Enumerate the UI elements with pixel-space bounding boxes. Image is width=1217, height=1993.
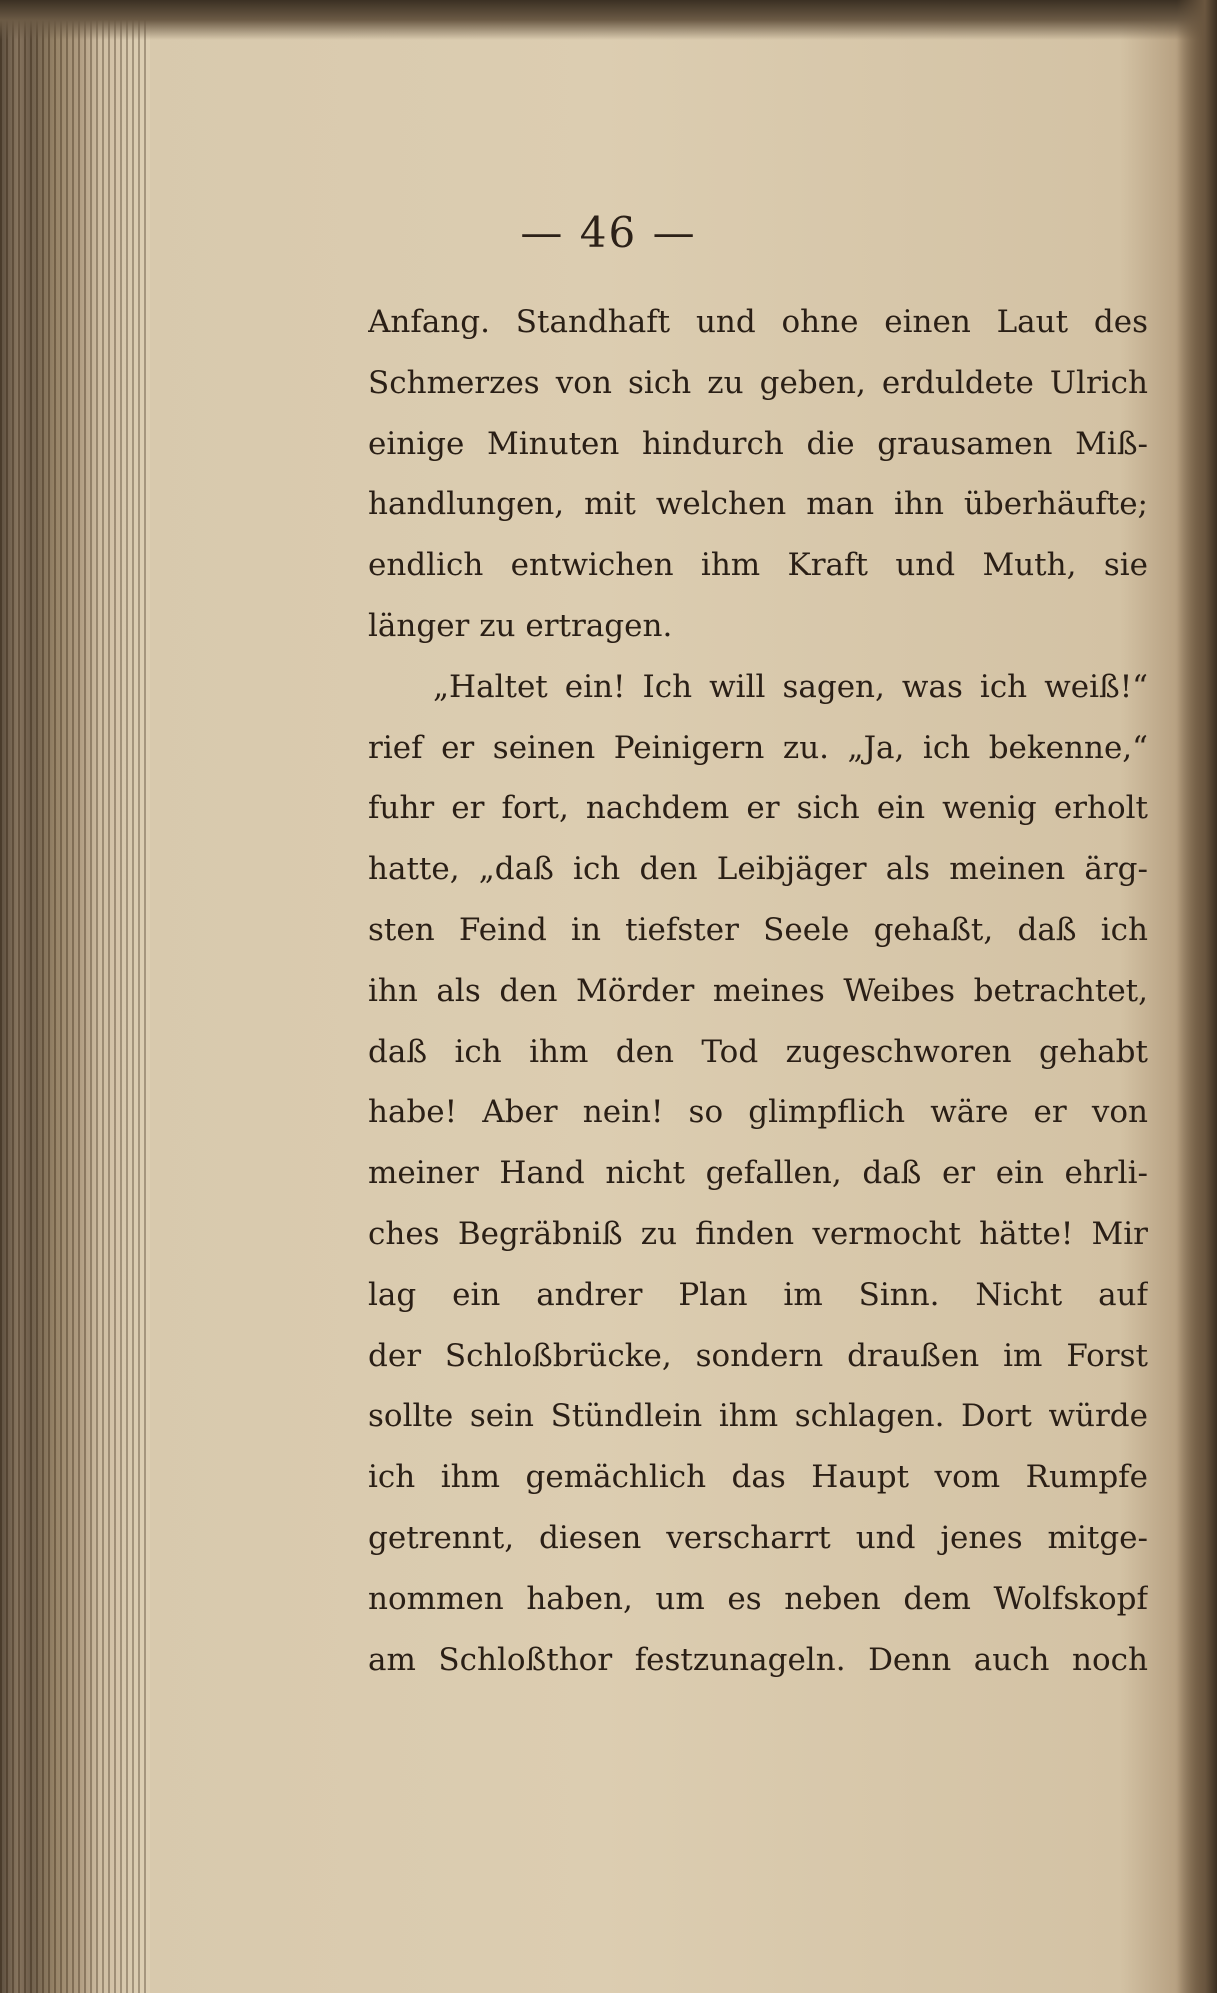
text-line: einige Minuten hindurch die grausamen Miß- bbox=[368, 425, 1148, 462]
text-line: lag ein andrer Plan im Sinn. Nicht auf bbox=[368, 1276, 1148, 1313]
text-line: endlich entwichen ihm Kraft und Muth, sie bbox=[368, 547, 1148, 584]
text-line: Schmerzes von sich zu geben, erduldete Ulrich bbox=[368, 364, 1148, 401]
text-line: ches Begräbniß zu finden vermocht hätte! Mir bbox=[368, 1215, 1148, 1252]
text-line: handlungen, mit welchen man ihn überhäufte; bbox=[368, 486, 1148, 523]
body-text bbox=[368, 292, 1148, 1690]
page-gutter-shadow bbox=[1177, 0, 1217, 1993]
page-top-shadow bbox=[0, 0, 1217, 40]
text-line: länger zu ertragen. bbox=[368, 607, 673, 644]
text-line: fuhr er fort, nachdem er sich ein wenig erholt bbox=[368, 790, 1148, 827]
text-line: ich ihm gemächlich das Haupt vom Rumpfe bbox=[368, 1459, 1148, 1496]
text-line: meiner Hand nicht gefallen, daß er ein ehrli- bbox=[368, 1155, 1148, 1192]
text-line: sten Feind in tiefster Seele gehaßt, daß ich bbox=[368, 911, 1148, 948]
text-line: habe! Aber nein! so glimpflich wäre er von bbox=[368, 1094, 1148, 1131]
text-line: daß ich ihm den Tod zugeschworen gehabt bbox=[368, 1033, 1148, 1070]
page-number: — 46 — bbox=[520, 208, 697, 257]
page-edges bbox=[0, 0, 150, 1993]
text-line: rief er seinen Peinigern zu. „Ja, ich bekenne,“ bbox=[368, 729, 1148, 766]
text-line: am Schloßthor festzunageln. Denn auch noch bbox=[368, 1641, 1148, 1678]
text-line: „Haltet ein! Ich will sagen, was ich weiß!“ bbox=[433, 668, 1148, 705]
text-line: der Schloßbrücke, sondern draußen im Forst bbox=[368, 1337, 1148, 1374]
text-line: nommen haben, um es neben dem Wolfskopf bbox=[368, 1580, 1148, 1617]
text-line: ihn als den Mörder meines Weibes betrachtet, bbox=[368, 972, 1148, 1009]
text-line: Anfang. Standhaft und ohne einen Laut des bbox=[368, 304, 1148, 340]
text-line: sollte sein Stündlein ihm schlagen. Dort würde bbox=[368, 1398, 1148, 1435]
text-line: hatte, „daß ich den Leibjäger als meinen ärg- bbox=[368, 851, 1148, 888]
text-line: getrennt, diesen verscharrt und jenes mitge- bbox=[368, 1519, 1148, 1556]
